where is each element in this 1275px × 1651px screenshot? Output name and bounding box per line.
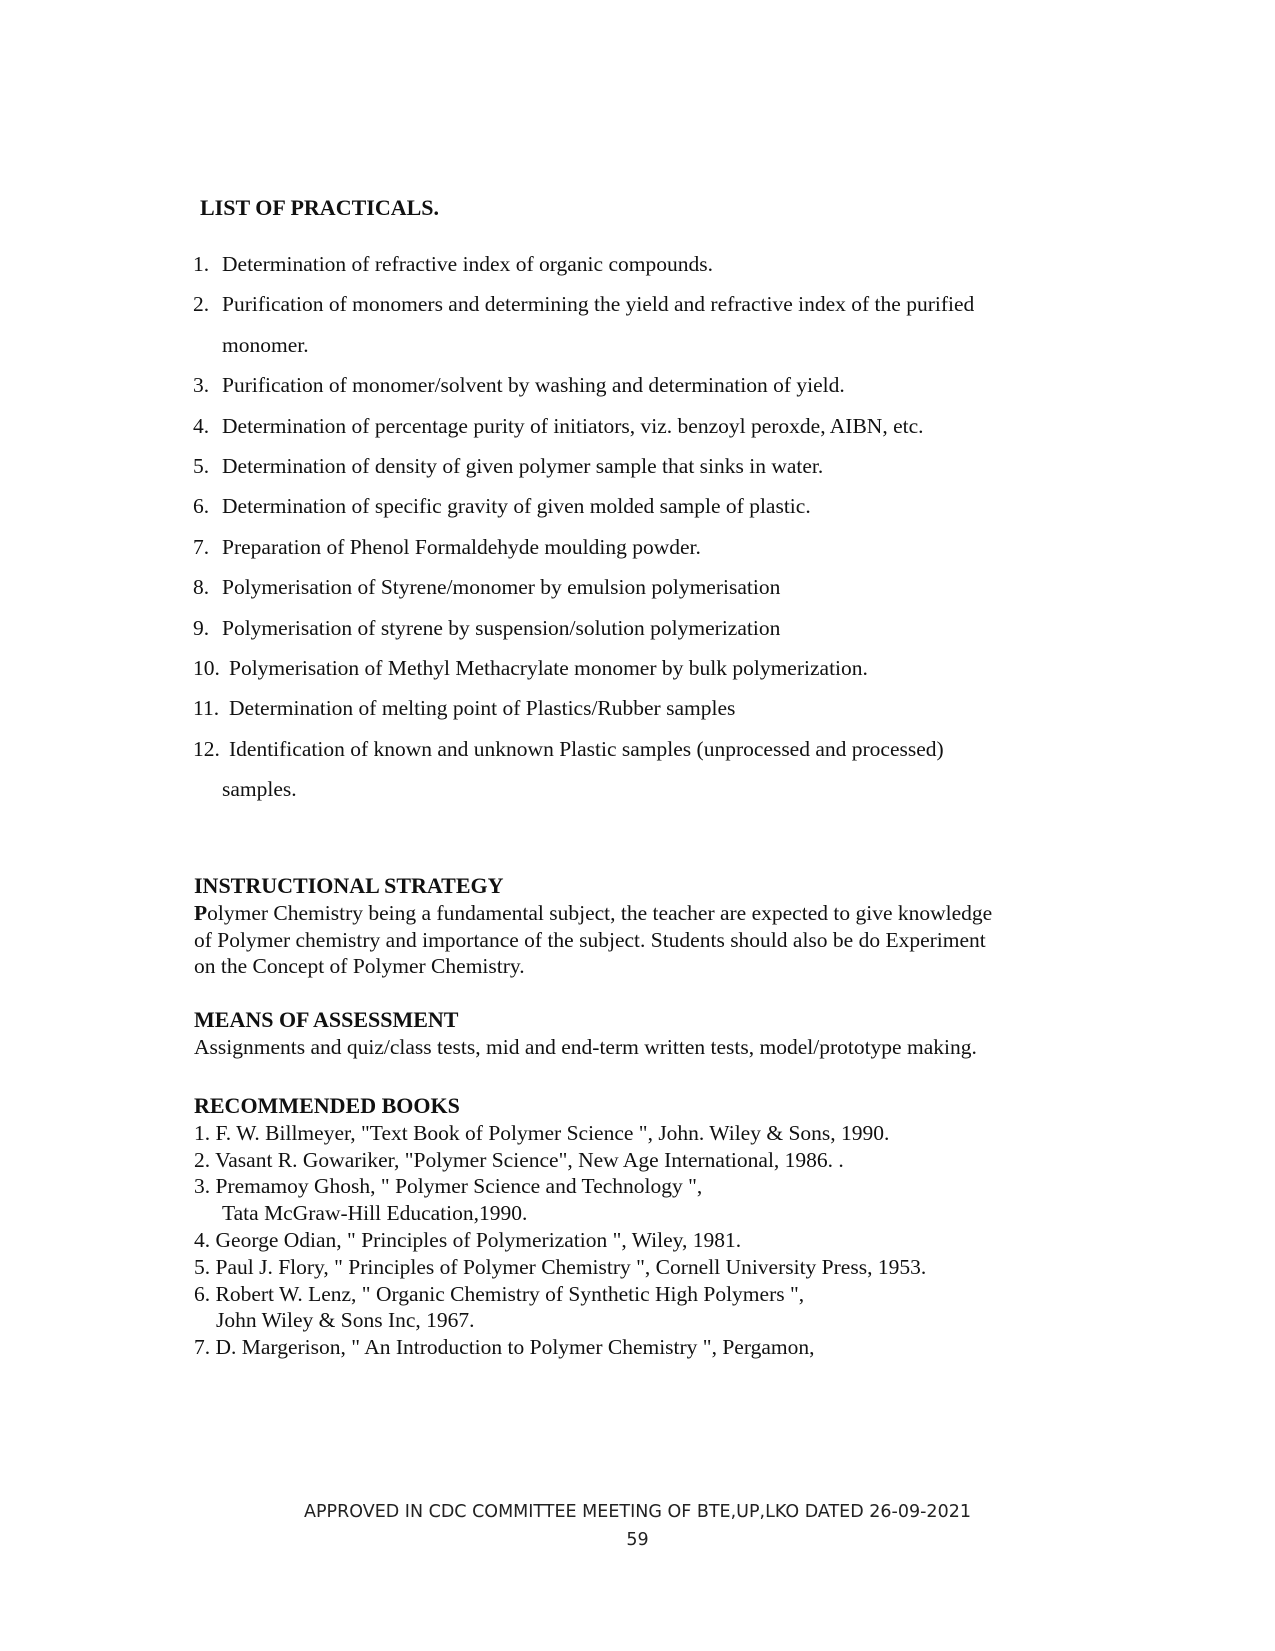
book-text-continuation: Tata McGraw-Hill Education,1990. xyxy=(222,1201,528,1226)
page-number: 59 xyxy=(626,1530,649,1550)
book-item: 7. D. Margerison, " An Introduction to Polymer Chemistry ", Pergamon, xyxy=(194,1335,815,1360)
instructional-strategy-section xyxy=(194,873,1074,980)
recommended-books-section xyxy=(194,1093,1074,1361)
practical-text: Determination of density of given polymer sample that sinks in water. xyxy=(222,454,824,479)
practicals-list xyxy=(193,244,1073,810)
practical-text-continuation: samples. xyxy=(222,777,297,802)
books-list xyxy=(194,1120,1074,1361)
practical-text-continuation: monomer. xyxy=(222,332,309,357)
practical-text: Identification of known and unknown Plastic samples (unprocessed and processed) xyxy=(229,736,944,761)
strategy-line: on the Concept of Polymer Chemistry. xyxy=(194,954,525,979)
book-item: 4. George Odian, " Principles of Polymerization ", Wiley, 1981. xyxy=(194,1227,742,1252)
practical-text: Determination of percentage purity of initiators, viz. benzoyl peroxde, AIBN, etc. xyxy=(222,413,924,438)
practicals-heading: LIST OF PRACTICALS. xyxy=(200,195,440,220)
instructional-strategy-heading: INSTRUCTIONAL STRATEGY xyxy=(194,873,504,898)
strategy-initial: P xyxy=(194,900,208,925)
book-item xyxy=(194,1281,1074,1335)
practical-item xyxy=(193,527,1073,567)
practical-item xyxy=(193,688,1073,728)
practical-number: 9. xyxy=(193,615,210,640)
practical-item xyxy=(193,406,1073,446)
practical-number: 3. xyxy=(193,373,210,398)
means-of-assessment-heading: MEANS OF ASSESSMENT xyxy=(194,1007,459,1032)
practical-number: 1. xyxy=(193,252,210,276)
practical-number: 2. xyxy=(193,292,210,317)
book-text: 6. Robert W. Lenz, " Organic Chemistry of Synthetic High Polymers ", xyxy=(194,1281,805,1306)
book-text-continuation: John Wiley & Sons Inc, 1967. xyxy=(216,1308,475,1333)
practical-item xyxy=(193,244,1073,284)
practical-text: Determination of specific gravity of given molded sample of plastic. xyxy=(222,494,811,519)
practical-text: Purification of monomer/solvent by washing and determination of yield. xyxy=(222,373,845,398)
practical-text: Polymerisation of Styrene/monomer by emulsion polymerisation xyxy=(222,575,781,600)
book-item: 5. Paul J. Flory, " Principles of Polymer Chemistry ", Cornell University Press, 1953. xyxy=(194,1254,927,1279)
practical-item xyxy=(193,608,1073,648)
practical-number: 7. xyxy=(193,534,210,559)
practical-number: 8. xyxy=(193,575,210,600)
practical-text: Determination of melting point of Plastics/Rubber samples xyxy=(229,696,736,721)
practical-text: Polymerisation of styrene by suspension/solution polymerization xyxy=(222,615,781,640)
practical-item xyxy=(193,648,1073,688)
practical-number: 11. xyxy=(193,696,220,721)
approval-footer: APPROVED IN CDC COMMITTEE MEETING OF BTE,UP,LKO DATED 26-09-2021 xyxy=(304,1502,971,1522)
practical-text: Determination of refractive index of organic compounds. xyxy=(222,252,713,276)
assessment-text: Assignments and quiz/class tests, mid and end-term written tests, model/prototype making. xyxy=(194,1034,977,1059)
practical-item xyxy=(193,365,1073,405)
recommended-books-heading: RECOMMENDED BOOKS xyxy=(194,1093,460,1118)
strategy-line: of Polymer chemistry and importance of the subject. Students should also be do Experiment xyxy=(194,927,986,952)
practical-item xyxy=(193,486,1073,526)
practical-number: 6. xyxy=(193,494,210,519)
strategy-line-text: olymer Chemistry being a fundamental subject, the teacher are expected to give knowledge xyxy=(207,900,993,925)
book-item xyxy=(194,1173,1074,1227)
practical-text: Purification of monomers and determining the yield and refractive index of the purified xyxy=(222,292,975,317)
practical-item xyxy=(193,567,1073,607)
practical-number: 4. xyxy=(193,413,210,438)
practical-item xyxy=(193,446,1073,486)
practical-item xyxy=(193,284,1073,365)
practical-number: 10. xyxy=(193,656,220,681)
book-item: 1. F. W. Billmeyer, "Text Book of Polymer Science ", John. Wiley & Sons, 1990. xyxy=(194,1120,890,1145)
strategy-line xyxy=(194,900,1074,927)
practical-number: 5. xyxy=(193,454,210,479)
practical-text: Preparation of Phenol Formaldehyde moulding powder. xyxy=(222,534,701,559)
practical-text: Polymerisation of Methyl Methacrylate monomer by bulk polymerization. xyxy=(229,656,868,681)
practical-number: 12. xyxy=(193,736,220,761)
book-item: 2. Vasant R. Gowariker, "Polymer Science", New Age International, 1986. . xyxy=(194,1147,844,1172)
practical-item xyxy=(193,729,1073,810)
means-of-assessment-section xyxy=(194,1007,1074,1061)
book-text: 3. Premamoy Ghosh, " Polymer Science and Technology ", xyxy=(194,1174,703,1199)
